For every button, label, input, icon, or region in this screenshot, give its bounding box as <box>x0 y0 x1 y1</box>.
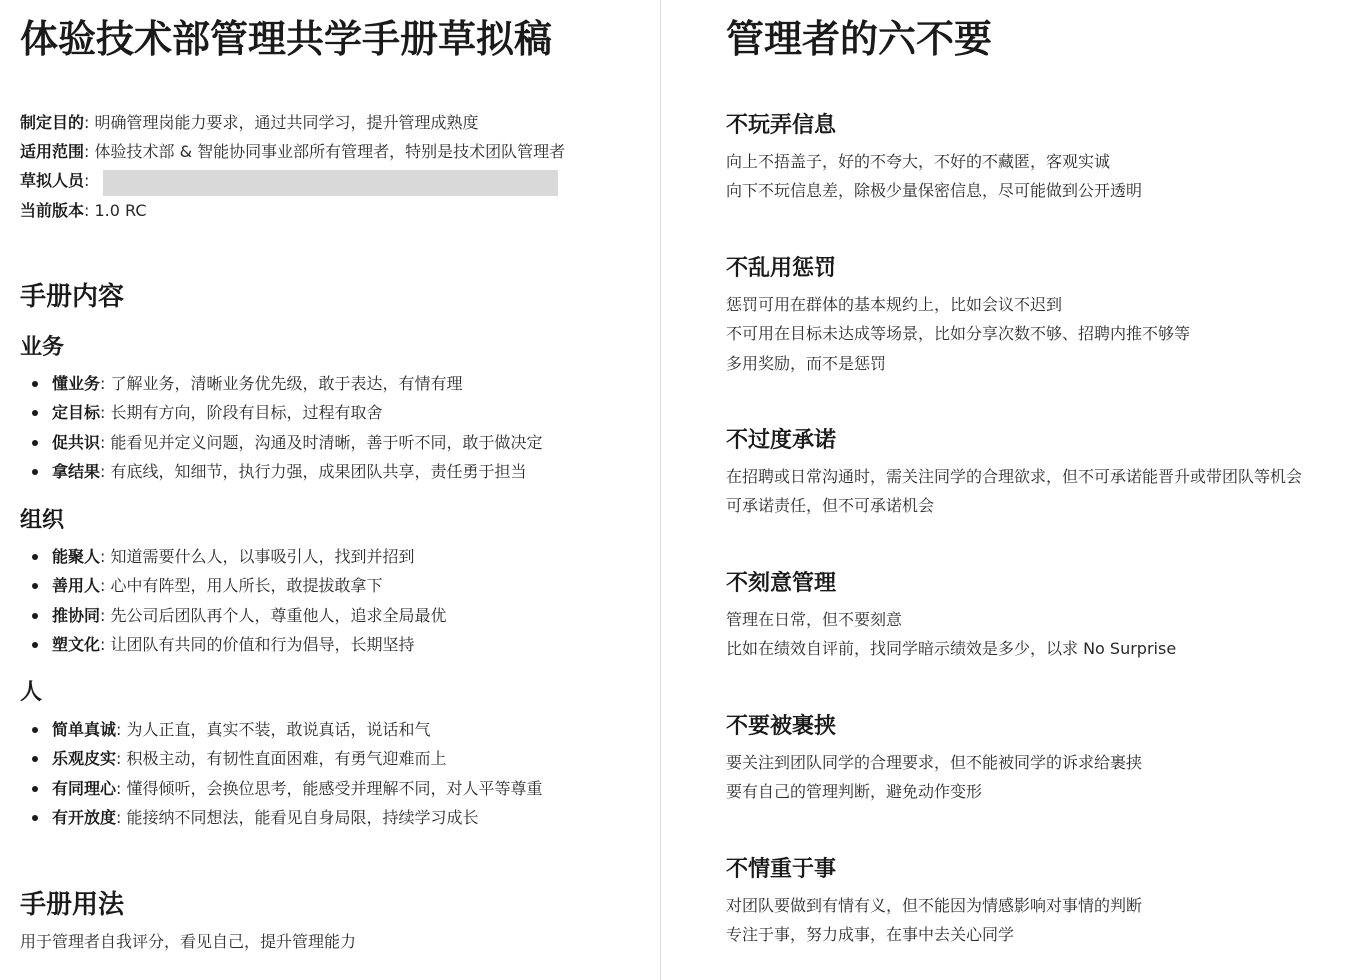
item-key: 简单真诚 <box>52 720 117 739</box>
item-sep: : <box>100 547 111 566</box>
section-heading: 不刻意管理 <box>726 571 837 596</box>
meta-sep: : <box>84 142 95 161</box>
section-line: 比如在绩效自评前，找同学暗示绩效是多少，以求 No Surprise <box>726 639 1177 658</box>
item-key: 能聚人 <box>52 547 101 566</box>
item-sep: : <box>116 779 127 798</box>
item-sep: : <box>100 576 111 595</box>
meta-purpose <box>20 112 479 134</box>
item-sep: : <box>116 720 127 739</box>
bullet-dot <box>32 815 38 821</box>
item-sep: : <box>100 635 111 654</box>
item-key: 塑文化 <box>52 635 101 654</box>
meta-value: 明确管理岗能力要求，通过共同学习，提升管理成熟度 <box>94 113 479 132</box>
six-donts-title: 管理者的六不要 <box>726 17 993 61</box>
item-sep: : <box>100 433 111 452</box>
bullet-dot <box>32 381 38 387</box>
section-line: 要关注到团队同学的合理要求，但不能被同学的诉求给裹挟 <box>726 753 1143 772</box>
section-line: 管理在日常，但不要刻意 <box>726 610 903 629</box>
bullet-dot <box>32 469 38 475</box>
meta-drafters <box>20 170 580 196</box>
group-heading: 业务 <box>20 335 65 360</box>
item-key: 推协同 <box>52 606 101 625</box>
bullet-dot <box>32 756 38 762</box>
meta-sep: : <box>84 201 95 220</box>
item-text: 了解业务，清晰业务优先级，敢于表达，有情有理 <box>110 374 463 393</box>
item-key: 拿结果 <box>52 462 101 481</box>
item-text: 知道需要什么人，以事吸引人，找到并招到 <box>110 547 415 566</box>
section-heading: 不情重于事 <box>726 857 837 882</box>
meta-sep: : <box>84 171 90 190</box>
item-sep: : <box>100 462 111 481</box>
bullet-dot <box>32 642 38 648</box>
item-key: 有同理心 <box>52 779 117 798</box>
item-text: 为人正直，真实不装，敢说真话，说话和气 <box>126 720 431 739</box>
section-line: 专注于事，努力成事，在事中去关心同学 <box>726 925 1015 944</box>
item-key: 有开放度 <box>52 808 117 827</box>
handbook-title: 体验技术部管理共学手册草拟稿 <box>20 17 553 61</box>
meta-key: 当前版本 <box>20 201 85 220</box>
bullet-dot <box>32 727 38 733</box>
bullet-dot <box>32 410 38 416</box>
meta-key: 制定目的 <box>20 113 85 132</box>
bullet-dot <box>32 786 38 792</box>
item-text: 懂得倾听，会换位思考，能感受并理解不同，对人平等尊重 <box>126 779 543 798</box>
item-text: 积极主动，有韧性直面困难，有勇气迎难而上 <box>126 749 447 768</box>
meta-value: 1.0 RC <box>94 201 147 220</box>
item-key: 定目标 <box>52 403 101 422</box>
item-sep: : <box>100 374 111 393</box>
meta-sep: : <box>84 113 95 132</box>
usage-text: 用于管理者自我评分，看见自己，提升管理能力 <box>20 932 357 951</box>
section-heading: 不玩弄信息 <box>726 113 837 138</box>
usage-heading: 手册用法 <box>20 890 125 920</box>
section-line: 对团队要做到有情有义，但不能因为情感影响对事情的判断 <box>726 896 1143 915</box>
column-divider <box>660 0 661 980</box>
section-heading: 不过度承诺 <box>726 428 837 453</box>
meta-version <box>20 200 147 222</box>
item-sep: : <box>116 749 127 768</box>
section-line: 向下不玩信息差，除极少量保密信息，尽可能做到公开透明 <box>726 181 1143 200</box>
redacted-block <box>103 170 558 196</box>
item-sep: : <box>116 808 127 827</box>
group-heading: 组织 <box>20 508 65 533</box>
section-line: 多用奖励，而不是惩罚 <box>726 354 887 373</box>
bullet-dot <box>32 613 38 619</box>
section-line: 向上不捂盖子，好的不夸大，不好的不藏匿，客观实诚 <box>726 152 1111 171</box>
item-key: 懂业务 <box>52 374 101 393</box>
meta-value: 体验技术部 & 智能协同事业部所有管理者，特别是技术团队管理者 <box>94 142 566 161</box>
section-line: 惩罚可用在群体的基本规约上，比如会议不迟到 <box>726 295 1063 314</box>
section-line: 在招聘或日常沟通时，需关注同学的合理欲求，但不可承诺能晋升或带团队等机会 <box>726 467 1303 486</box>
item-text: 能接纳不同想法，能看见自身局限，持续学习成长 <box>126 808 479 827</box>
item-text: 长期有方向，阶段有目标，过程有取舍 <box>110 403 383 422</box>
item-key: 乐观皮实 <box>52 749 117 768</box>
section-heading: 不乱用惩罚 <box>726 256 837 281</box>
section-heading: 不要被裹挟 <box>726 714 837 739</box>
section-line: 要有自己的管理判断，避免动作变形 <box>726 782 983 801</box>
item-text: 先公司后团队再个人，尊重他人，追求全局最优 <box>110 606 447 625</box>
item-sep: : <box>100 606 111 625</box>
meta-scope <box>20 141 565 163</box>
meta-key: 适用范围 <box>20 142 85 161</box>
item-text: 让团队有共同的价值和行为倡导，长期坚持 <box>110 635 415 654</box>
item-sep: : <box>100 403 111 422</box>
meta-key: 草拟人员 <box>20 171 85 190</box>
bullet-dot <box>32 440 38 446</box>
contents-heading: 手册内容 <box>20 282 125 312</box>
item-text: 心中有阵型，用人所长，敢提拔敢拿下 <box>110 576 383 595</box>
item-key: 善用人 <box>52 576 101 595</box>
section-line: 不可用在目标未达成等场景，比如分享次数不够、招聘内推不够等 <box>726 324 1191 343</box>
item-text: 能看见并定义问题，沟通及时清晰，善于听不同，敢于做决定 <box>110 433 543 452</box>
group-heading: 人 <box>20 680 43 705</box>
item-key: 促共识 <box>52 433 101 452</box>
bullet-dot <box>32 554 38 560</box>
bullet-dot <box>32 583 38 589</box>
item-text: 有底线，知细节，执行力强，成果团队共享，责任勇于担当 <box>110 462 527 481</box>
section-line: 可承诺责任，但不可承诺机会 <box>726 496 935 515</box>
